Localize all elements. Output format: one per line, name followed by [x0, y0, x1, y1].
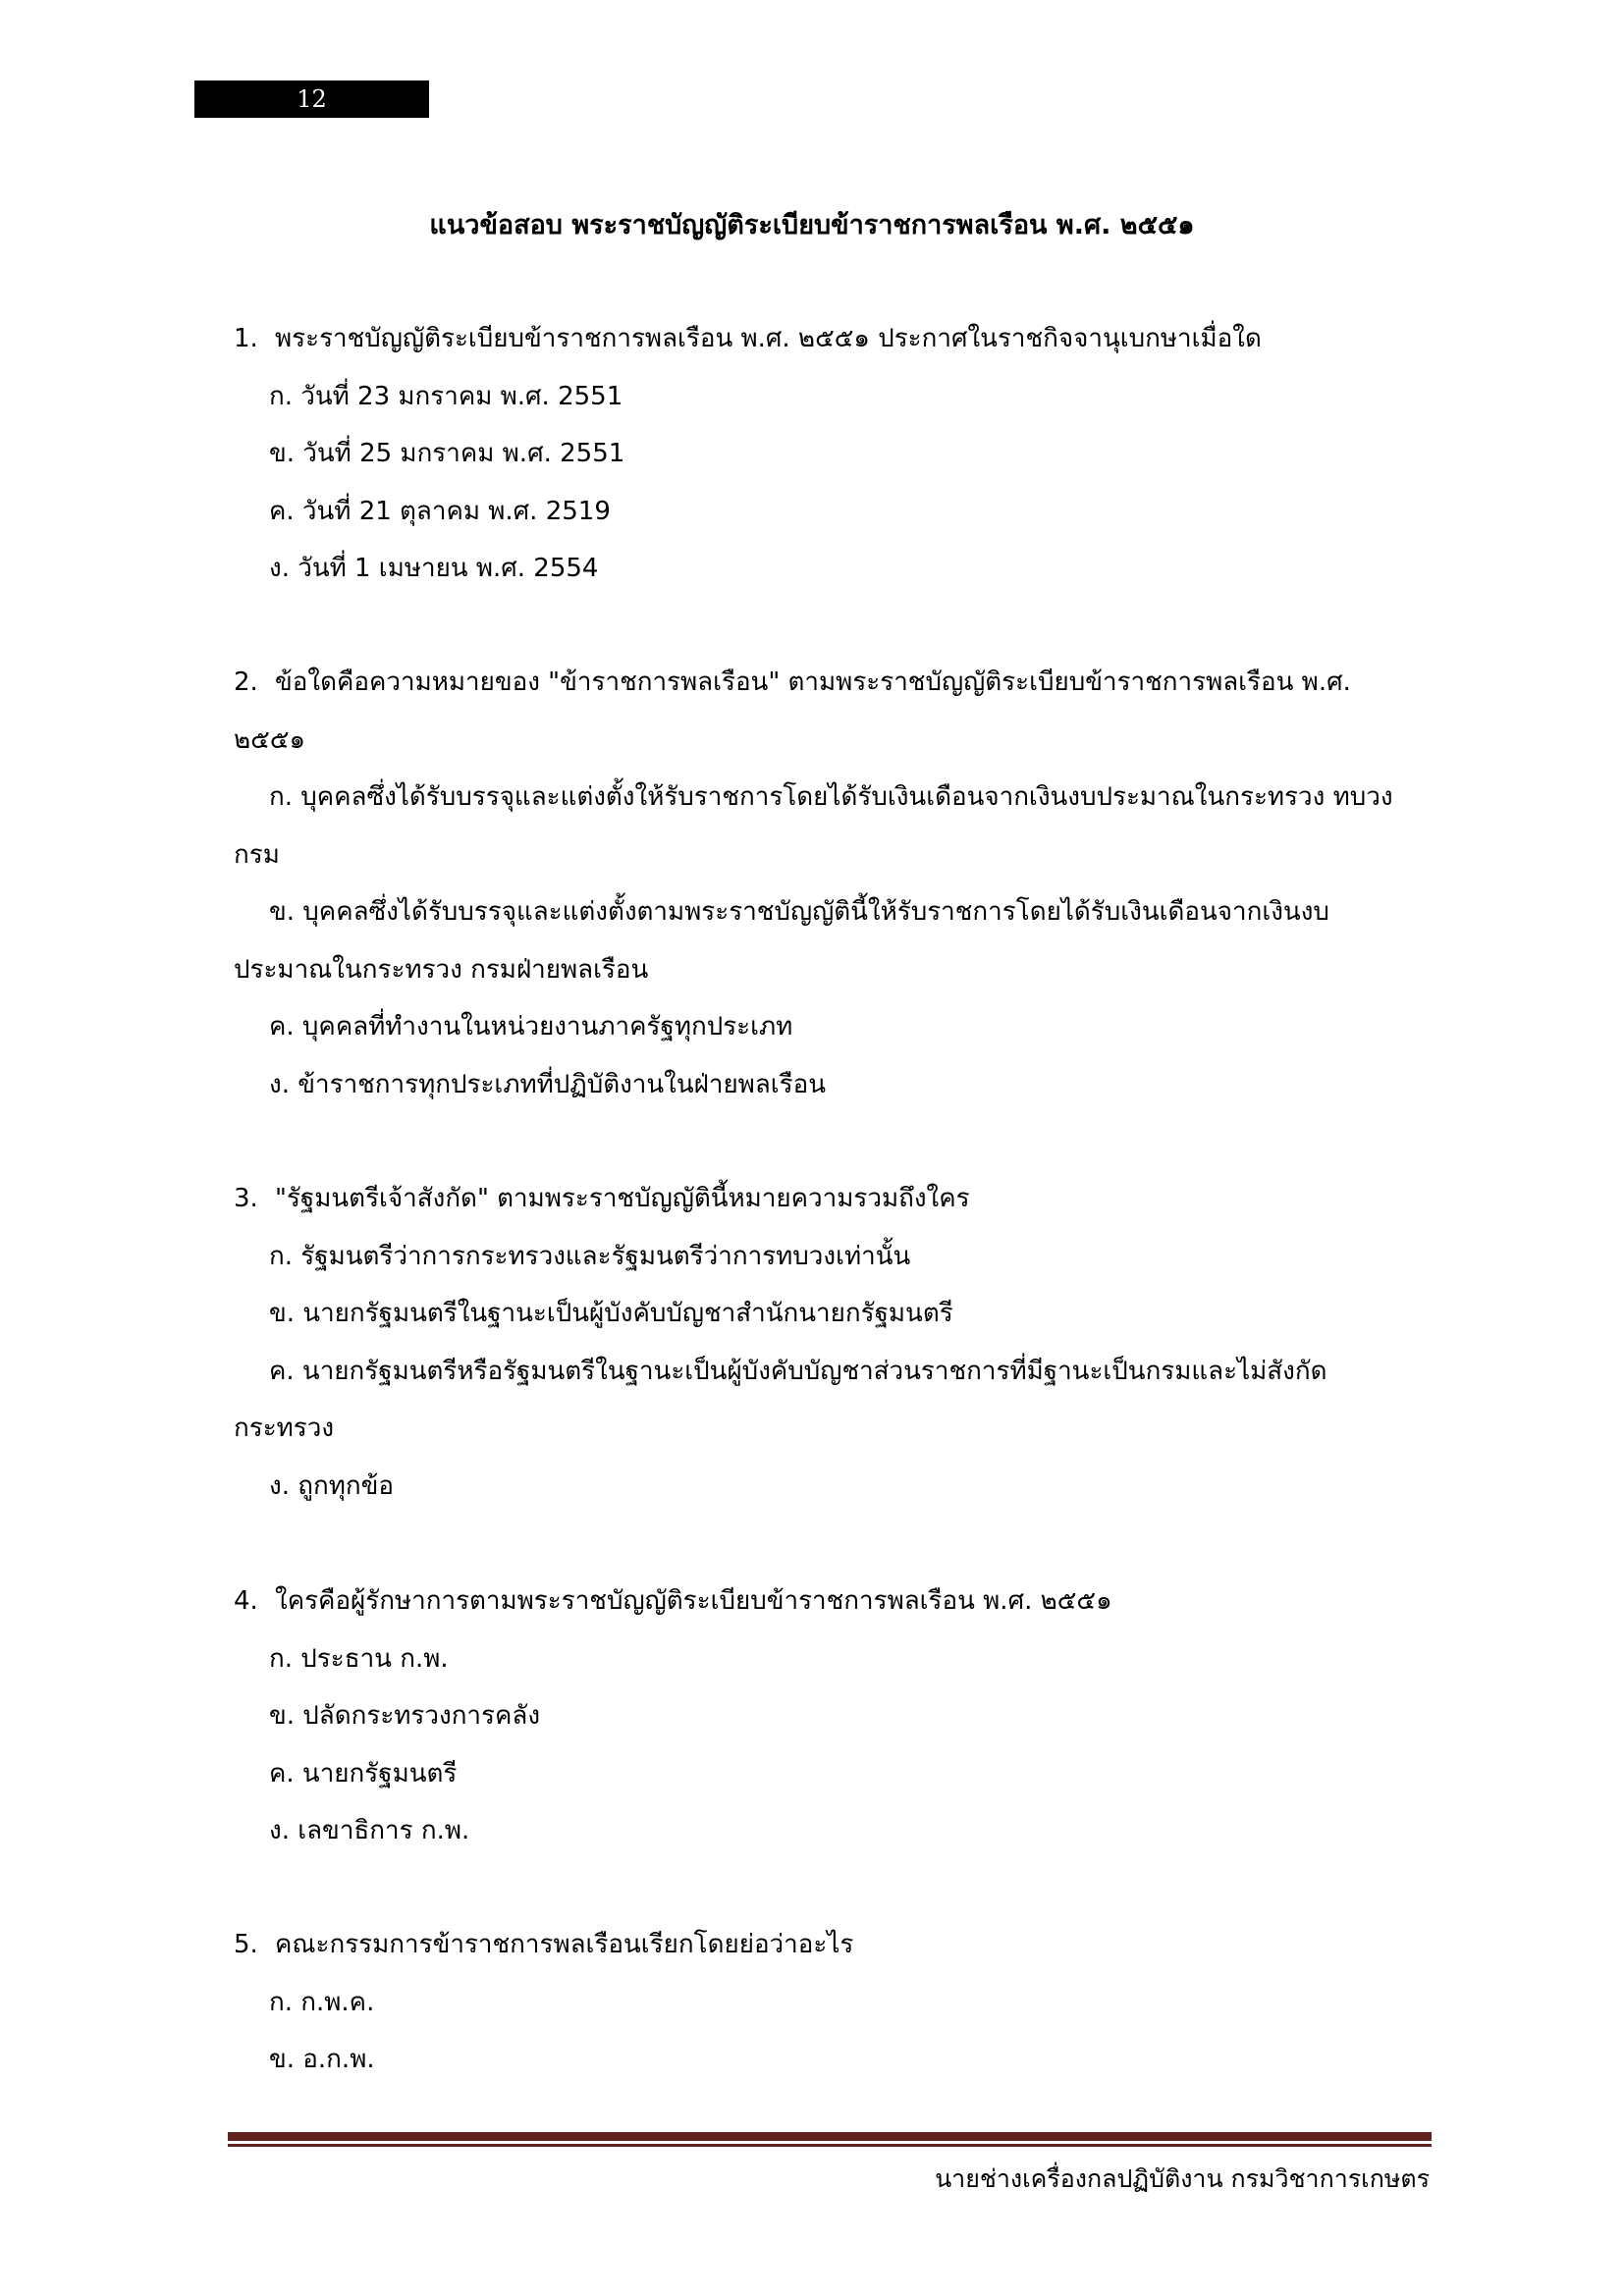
option-a: ก. ก.พ.ค.	[269, 1987, 375, 2017]
option-b: ข. นายกรัฐมนตรีในฐานะเป็นผู้บังคับบัญชาสำนักนายกรัฐมนตรี	[269, 1299, 953, 1328]
option-b: ข. บุคคลซึ่งได้รับบรรจุและแต่งตั้งตามพระราชบัญญัตินี้ให้รับราชการโดยได้รับเงินเดือนจากเงินงบประมาณในกระทรวง กรมฝ่ายพลเรือน	[234, 897, 1329, 985]
page-number: 12	[297, 85, 327, 113]
question-1	[234, 310, 1412, 598]
question-number: 3.	[234, 1184, 258, 1213]
question-5	[234, 1916, 1412, 2089]
option-c: ค. นายกรัฐมนตรีหรือรัฐมนตรีในฐานะเป็นผู้บังคับบัญชาส่วนราชการที่มีฐานะเป็นกรมและไม่สังกัดกระทรวง	[234, 1356, 1327, 1443]
document-title: แนวข้อสอบ พระราชบัญญัติระเบียบข้าราชการพลเรือน พ.ศ. ๒๕๕๑	[429, 210, 1195, 240]
question-text: ข้อใดคือความหมายของ "ข้าราชการพลเรือน" ตามพระราชบัญญัติระเบียบข้าราชการพลเรือน พ.ศ. ๒๕๕๑	[234, 667, 1351, 755]
question-text: "รัฐมนตรีเจ้าสังกัด" ตามพระราชบัญญัตินี้หมายความรวมถึงใคร	[275, 1184, 970, 1213]
option-c: ค. นายกรัฐมนตรี	[269, 1758, 458, 1789]
option-a: ก. บุคคลซึ่งได้รับบรรจุและแต่งตั้งให้รับราชการโดยได้รับเงินเดือนจากเงินงบประมาณในกระทรวง ทบวง กรม	[234, 782, 1393, 870]
question-stem	[234, 1170, 1412, 1228]
question-stem	[234, 654, 1412, 769]
footer-divider-thin	[228, 2144, 1432, 2147]
question-text: ใครคือผู้รักษาการตามพระราชบัญญัติระเบียบข้าราชการพลเรือน พ.ศ. ๒๕๕๑	[275, 1586, 1112, 1616]
option-b: ข. อ.ก.พ.	[269, 2045, 375, 2074]
option-d: ง. ข้าราชการทุกประเภทที่ปฏิบัติงานในฝ่ายพลเรือน	[269, 1069, 826, 1099]
option-c: ค. บุคคลที่ทำงานในหน่วยงานภาครัฐทุกประเภท	[269, 1012, 793, 1041]
question-number: 1.	[234, 324, 258, 353]
option-a: ก. รัฐมนตรีว่าการกระทรวงและรัฐมนตรีว่าการทบวงเท่านั้น	[269, 1241, 911, 1271]
question-number: 2.	[234, 667, 258, 697]
question-number: 5.	[234, 1930, 258, 1959]
question-stem	[234, 1573, 1412, 1630]
question-stem	[234, 1916, 1412, 1974]
option-d: ง. ถูกทุกข้อ	[269, 1470, 394, 1501]
option-d: ง. วันที่ 1 เมษายน พ.ศ. 2554	[269, 554, 599, 583]
option-b: ข. ปลัดกระทรวงการคลัง	[269, 1701, 541, 1731]
footer-divider-thick	[228, 2132, 1432, 2141]
option-b: ข. วันที่ 25 มกราคม พ.ศ. 2551	[269, 439, 625, 468]
question-number: 4.	[234, 1586, 258, 1616]
question-2	[234, 654, 1412, 1113]
question-4	[234, 1573, 1412, 1860]
question-stem	[234, 310, 1412, 368]
question-text: พระราชบัญญัติระเบียบข้าราชการพลเรือน พ.ศ. ๒๕๕๑ ประกาศในราชกิจจานุเบกษาเมื่อใด	[275, 324, 1262, 353]
question-text: คณะกรรมการข้าราชการพลเรือนเรียกโดยย่อว่าอะไร	[275, 1930, 854, 1959]
option-a: ก. วันที่ 23 มกราคม พ.ศ. 2551	[269, 381, 623, 411]
option-a: ก. ประธาน ก.พ.	[269, 1643, 449, 1674]
page-number-badge	[194, 80, 429, 118]
footer-text: นายช่างเครื่องกลปฏิบัติงาน กรมวิชาการเกษตร	[935, 2164, 1430, 2193]
option-d: ง. เลขาธิการ ก.พ.	[269, 1816, 470, 1845]
question-3	[234, 1170, 1412, 1515]
option-c: ค. วันที่ 21 ตุลาคม พ.ศ. 2519	[269, 496, 611, 526]
